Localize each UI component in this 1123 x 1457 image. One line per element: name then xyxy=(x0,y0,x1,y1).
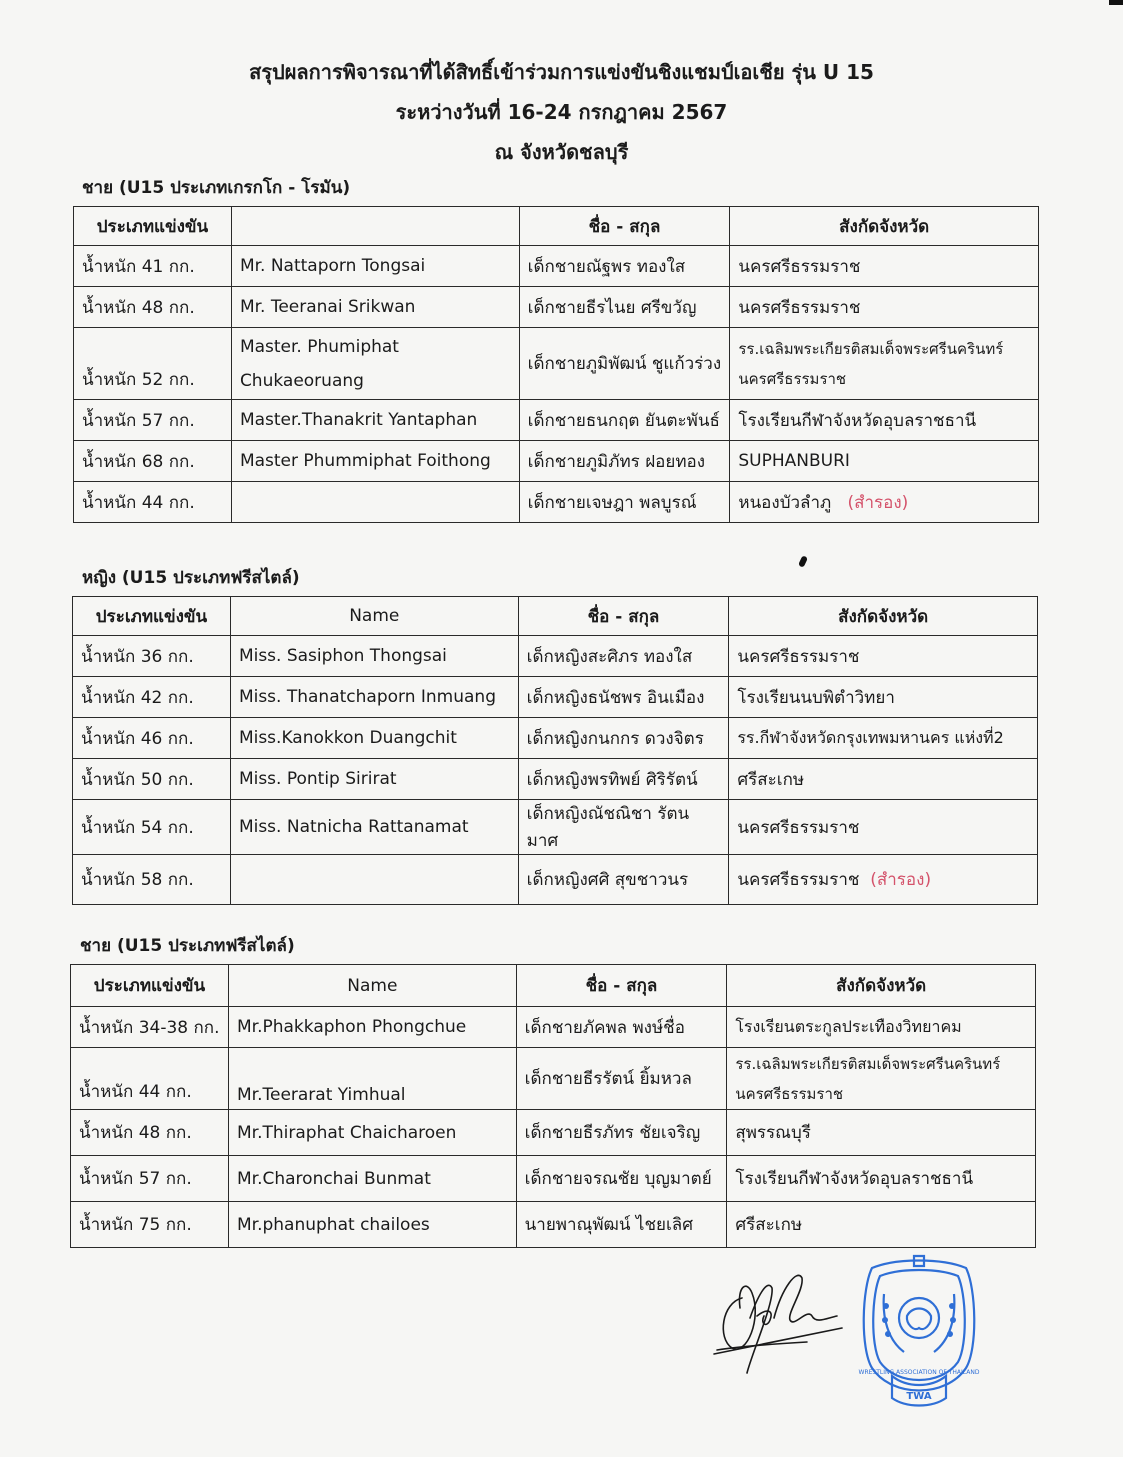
athlete-name-en-line2: Chukaeoruang xyxy=(239,370,364,391)
association-seal xyxy=(852,1248,986,1413)
athlete-name-th: เด็กชายจรณชัย บุญมาตย์ xyxy=(516,1156,727,1202)
affiliation: นครศรีธรรมราช xyxy=(730,246,1039,287)
column-header-name: Name xyxy=(230,597,518,636)
athlete-name-en: Master.Thanakrit Yantaphan xyxy=(231,400,519,441)
affiliation: โรงเรียนตระกูลประเทืองวิทยาคม xyxy=(727,1007,1036,1048)
athlete-name-th: เด็กหญิงพรทิพย์ ศิริรัตน์ xyxy=(518,759,729,800)
table-header-row xyxy=(74,207,1039,246)
header-title: สรุปผลการพิจารณาที่ได้สิทธิ์เข้าร่วมการแข่งขันชิงแชมป์เอเชีย รุ่น U 15 xyxy=(249,60,874,84)
weight-class: น้ำหนัก 48 กก. xyxy=(74,287,232,328)
athlete-name-en: Mr.Thiraphat Chaicharoen xyxy=(228,1110,516,1156)
athlete-name-en: Mr. Nattaporn Tongsai xyxy=(231,246,519,287)
weight-class: น้ำหนัก 44 กก. xyxy=(71,1048,229,1110)
athlete-name-th: เด็กหญิงณัชณิชา รัตนมาศ xyxy=(518,800,729,855)
weight-class: น้ำหนัก 34-38 กก. xyxy=(71,1007,229,1048)
athlete-name-th: เด็กชายธีรไนย ศรีขวัญ xyxy=(519,287,730,328)
table-row xyxy=(73,800,1038,855)
signature xyxy=(712,1258,852,1378)
athlete-name-en: Miss.Kanokkon Duangchit xyxy=(230,718,518,759)
seal-abbr: TWA xyxy=(906,1391,932,1402)
athlete-name-en: Miss. Thanatchaporn Inmuang xyxy=(230,677,518,718)
weight-class: น้ำหนัก 58 กก. xyxy=(73,855,231,905)
affiliation xyxy=(729,855,1038,905)
athlete-name-en: Master Phummiphat Foithong xyxy=(231,441,519,482)
athlete-name-en-line1: Master. Phumiphat xyxy=(239,336,399,357)
affiliation: นครศรีธรรมราช xyxy=(730,287,1039,328)
table-row xyxy=(74,482,1039,523)
athlete-name-th: นายพาณุพัฒน์ ไชยเลิศ xyxy=(516,1202,727,1248)
table-greco-roman-boys xyxy=(73,206,1039,523)
athlete-name-th: เด็กชายธีรรัตน์ ยิ้มหวล xyxy=(516,1048,727,1110)
athlete-name-th: เด็กชายณัฐพร ทองใส xyxy=(519,246,730,287)
athlete-name-en: Miss. Sasiphon Thongsai xyxy=(230,636,518,677)
column-header-category: ประเภทแข่งขัน xyxy=(74,207,232,246)
table-row xyxy=(74,287,1039,328)
weight-class: น้ำหนัก 54 กก. xyxy=(73,800,231,855)
athlete-name-th: เด็กหญิงศศิ สุขชาวนร xyxy=(518,855,729,905)
column-header-thai-name: ชื่อ - สกุล xyxy=(518,597,729,636)
athlete-name-th: เด็กหญิงสะศิภร ทองใส xyxy=(518,636,729,677)
table-header-row xyxy=(71,965,1036,1007)
affiliation-line2: นครศรีธรรมราช xyxy=(738,369,847,388)
affiliation: รร.กีฬาจังหวัดกรุงเทพมหานคร แห่งที่2 xyxy=(729,718,1038,759)
athlete-name-th: เด็กชายธนกฤต ยันตะพันธ์ xyxy=(519,400,730,441)
column-header-thai-name: ชื่อ - สกุล xyxy=(519,207,730,246)
weight-class: น้ำหนัก 57 กก. xyxy=(71,1156,229,1202)
table-row xyxy=(71,1048,1036,1110)
weight-class: น้ำหนัก 68 กก. xyxy=(74,441,232,482)
affiliation: นครศรีธรรมราช xyxy=(729,800,1038,855)
affiliation: โรงเรียนนบพิตำวิทยา xyxy=(729,677,1038,718)
athlete-name-th: เด็กชายภูมิพัฒน์ ชูแก้วร่วง xyxy=(519,328,730,400)
section-title-freestyle-boys: ชาย (U15 ประเภทฟรีสไตล์) xyxy=(80,936,295,956)
document-header xyxy=(0,52,1123,172)
table-header-row xyxy=(73,597,1038,636)
table-row xyxy=(71,1156,1036,1202)
table-row xyxy=(73,759,1038,800)
corner-mark xyxy=(1109,0,1123,5)
athlete-name-th: เด็กหญิงกนกกร ดวงจิตร xyxy=(518,718,729,759)
athlete-name-th: เด็กชายธีรภัทร ชัยเจริญ xyxy=(516,1110,727,1156)
header-dates: ระหว่างวันที่ 16-24 กรกฎาคม 2567 xyxy=(395,100,728,124)
table-row xyxy=(74,400,1039,441)
table-row xyxy=(73,636,1038,677)
weight-class: น้ำหนัก 50 กก. xyxy=(73,759,231,800)
table-row xyxy=(74,246,1039,287)
table-row xyxy=(71,1007,1036,1048)
column-header-affiliation: สังกัดจังหวัด xyxy=(729,597,1038,636)
athlete-name-en: Mr. Teeranai Srikwan xyxy=(231,287,519,328)
table-row xyxy=(74,328,1039,400)
table-freestyle-boys xyxy=(70,964,1036,1248)
affiliation: ศรีสะเกษ xyxy=(729,759,1038,800)
athlete-name-en xyxy=(230,855,518,905)
weight-class: น้ำหนัก 52 กก. xyxy=(74,328,232,400)
athlete-name-th: เด็กชายภูมิภัทร ฝอยทอง xyxy=(519,441,730,482)
table-row xyxy=(71,1110,1036,1156)
weight-class: น้ำหนัก 36 กก. xyxy=(73,636,231,677)
weight-class: น้ำหนัก 48 กก. xyxy=(71,1110,229,1156)
reserve-note: (สำรอง) xyxy=(870,870,932,890)
affiliation: SUPHANBURI xyxy=(730,441,1039,482)
table-row xyxy=(73,855,1038,905)
affiliation xyxy=(730,328,1039,400)
athlete-name-en: Mr.Charonchai Bunmat xyxy=(228,1156,516,1202)
athlete-name-th: เด็กหญิงธนัชพร อินเมือง xyxy=(518,677,729,718)
header-venue: ณ จังหวัดชลบุรี xyxy=(494,140,629,164)
affiliation-text: นครศรีธรรมราช xyxy=(737,870,860,890)
seal-text: WRESTLING ASSOCIATION OF THAILAND xyxy=(858,1369,980,1376)
weight-class: น้ำหนัก 42 กก. xyxy=(73,677,231,718)
column-header-category: ประเภทแข่งขัน xyxy=(73,597,231,636)
table-freestyle-girls xyxy=(72,596,1038,905)
affiliation: ศรีสะเกษ xyxy=(727,1202,1036,1248)
athlete-name-th: เด็กชายเจษฎา พลบูรณ์ xyxy=(519,482,730,523)
section-title-greco-roman-boys: ชาย (U15 ประเภทเกรกโก - โรมัน) xyxy=(82,178,351,198)
section-title-freestyle-girls: หญิง (U15 ประเภทฟรีสไตล์) xyxy=(82,568,300,588)
affiliation: สุพรรณบุรี xyxy=(727,1110,1036,1156)
column-header-affiliation: สังกัดจังหวัด xyxy=(727,965,1036,1007)
affiliation-line1: รร.เฉลิมพระเกียรติสมเด็จพระศรีนครินทร์ xyxy=(735,1054,1001,1073)
weight-class: น้ำหนัก 75 กก. xyxy=(71,1202,229,1248)
athlete-name-th: เด็กชายภัคพล พงษ์ชื่อ xyxy=(516,1007,727,1048)
table-row xyxy=(74,441,1039,482)
column-header-affiliation: สังกัดจังหวัด xyxy=(730,207,1039,246)
table-row xyxy=(73,677,1038,718)
column-header-name: Name xyxy=(228,965,516,1007)
weight-class: น้ำหนัก 57 กก. xyxy=(74,400,232,441)
athlete-name-en: Miss. Pontip Sirirat xyxy=(230,759,518,800)
pen-mark xyxy=(798,555,808,568)
affiliation xyxy=(727,1048,1036,1110)
column-header-thai-name: ชื่อ - สกุล xyxy=(516,965,727,1007)
affiliation xyxy=(730,482,1039,523)
weight-class: น้ำหนัก 46 กก. xyxy=(73,718,231,759)
affiliation: นครศรีธรรมราช xyxy=(729,636,1038,677)
weight-class: น้ำหนัก 41 กก. xyxy=(74,246,232,287)
athlete-name-en: Mr.Teerarat Yimhual xyxy=(228,1048,516,1110)
athlete-name-en: Miss. Natnicha Rattanamat xyxy=(230,800,518,855)
athlete-name-en: Mr.Phakkaphon Phongchue xyxy=(228,1007,516,1048)
athlete-name-en xyxy=(231,482,519,523)
affiliation-line1: รร.เฉลิมพระเกียรติสมเด็จพระศรีนครินทร์ xyxy=(738,339,1004,358)
column-header-name xyxy=(231,207,519,246)
affiliation-text: หนองบัวลำภู xyxy=(738,492,832,513)
affiliation-line2: นครศรีธรรมราช xyxy=(735,1084,844,1103)
affiliation: โรงเรียนกีฬาจังหวัดอุบลราชธานี xyxy=(727,1156,1036,1202)
athlete-name-en: Mr.phanuphat chailoes xyxy=(228,1202,516,1248)
table-row xyxy=(73,718,1038,759)
column-header-category: ประเภทแข่งขัน xyxy=(71,965,229,1007)
athlete-name-en xyxy=(231,328,519,400)
affiliation: โรงเรียนกีฬาจังหวัดอุบลราชธานี xyxy=(730,400,1039,441)
table-row xyxy=(71,1202,1036,1248)
weight-class: น้ำหนัก 44 กก. xyxy=(74,482,232,523)
reserve-note: (สำรอง) xyxy=(847,492,909,513)
